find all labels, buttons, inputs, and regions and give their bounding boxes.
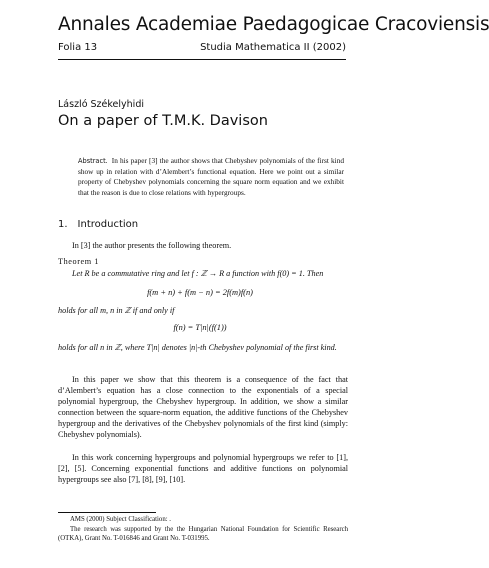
body-paragraph-2: In this work concerning hypergroups and polynomial hypergroups we refer to [1], [2], [5]. Concerning exponential functions and additive functions on polynomial hypergroups see also [7], [8], [9], [10].	[58, 453, 348, 485]
article-title: On a paper of T.M.K. Davison	[58, 113, 268, 129]
section-heading	[58, 219, 138, 230]
theorem-statement: Let R be a commutative ring and let f : ℤ → R a function with f(0) = 1. Then	[72, 269, 324, 278]
theorem-conclusion: holds for all n in ℤ, where T|n| denotes |n|-th Chebyshev polynomial of the first kind.	[58, 343, 337, 352]
footnote-rule	[58, 512, 156, 513]
section-number: 1.	[58, 219, 68, 230]
folio-label: Folia 13	[58, 42, 98, 53]
series-label: Studia Mathematica II (2002)	[200, 42, 346, 53]
header-rule	[58, 59, 346, 60]
equation-dalembert: f(m + n) + f(m − n) = 2f(m)f(n)	[147, 288, 253, 297]
theorem-label: Theorem 1	[58, 257, 100, 266]
author-name: László Székelyhidi	[58, 99, 144, 110]
footnote-support: The research was supported by the the Hungarian National Foundation for Scientific Research (OTKA), Grant No. T-016846 and Grant No. T-031995.	[58, 526, 348, 542]
intro-paragraph: In [3] the author presents the following theorem.	[72, 241, 232, 250]
footnote-ams: AMS (2000) Subject Classification: .	[70, 516, 172, 523]
equation-chebyshev: f(n) = T|n|(f(1))	[173, 323, 227, 332]
abstract-text: In his paper [3] the author shows that Chebyshev polynomials of the first kind show up in relation with d’Alembert’s functional equation. Here we point out a similar property of Chebyshev polynomials concerning the square norm equation and we exhibit that the reason is due to close relations with hypergroups.	[78, 156, 344, 197]
section-title: Introduction	[77, 219, 139, 230]
abstract-label: Abstract.	[78, 157, 108, 165]
journal-title: Annales Academiae Paedagogicae Cracoviensis	[58, 14, 489, 35]
abstract-block	[78, 156, 344, 198]
theorem-condition: holds for all m, n in ℤ if and only if	[58, 306, 175, 315]
body-paragraph-1: In this paper we show that this theorem is a consequence of the fact that d’Alembert’s equation has a close connection to the exponentials of a special polynomial hypergroup, the Chebyshev hypergroup. In addition, we show a similar connection between the square-norm equation, the additive functions of the Chebyshev hypergroup and the derivatives of the Chebyshev polynomials of the first kind (simply: Chebyshev polynomials).	[58, 375, 348, 440]
